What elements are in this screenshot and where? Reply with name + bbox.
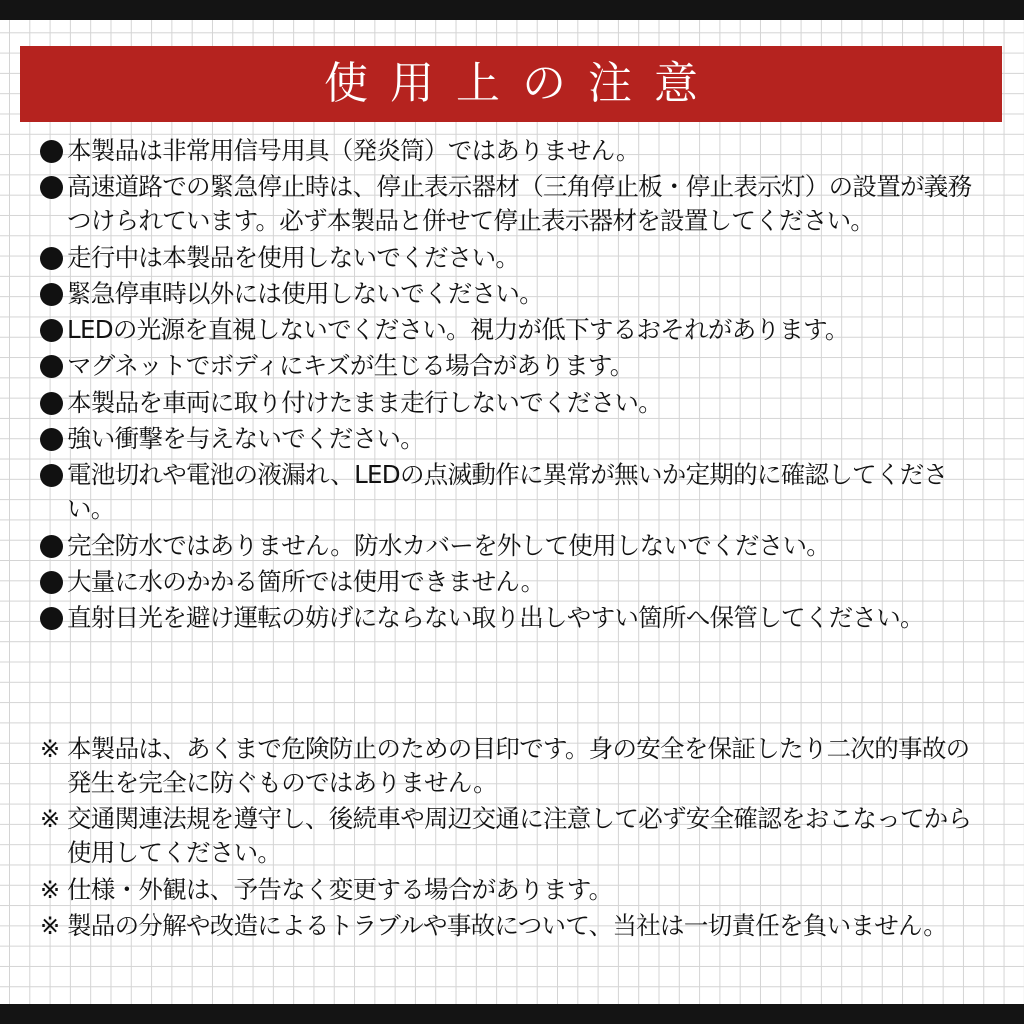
reference-mark-icon: ※ [40,911,60,940]
bullet-icon [40,428,63,451]
remark-item [40,732,990,800]
remark-text: 本製品は、あくまで危険防止のための目印です。身の安全を保証したり二次的事故の発生を完全に防ぐものではありません。 [67,734,970,797]
caution-text: 高速道路での緊急停止時は、停止表示器材（三角停止板・停止表示灯）の設置が義務つけられています。必ず本製品と併せて停止表示器材を設置してください。 [67,172,972,236]
remark-text: 仕様・外観は、予告なく変更する場合があります。 [67,874,613,904]
bottom-frame-bar [0,1004,1024,1024]
caution-list [40,134,990,638]
caution-item [40,349,990,383]
title-banner [20,46,1002,122]
caution-item [40,422,990,456]
caution-item [40,277,990,311]
caution-text: マグネットでボディにキズが生じる場合があります。 [67,351,634,381]
caution-item [40,458,990,526]
caution-text: 走行中は本製品を使用しないでください。 [67,242,520,272]
remark-item [40,802,990,870]
top-frame-bar [0,0,1024,20]
bullet-icon [40,319,63,342]
caution-item [40,241,990,275]
reference-mark-icon: ※ [40,875,60,904]
remark-text: 交通関連法規を遵守し、後続車や周辺交通に注意して必ず安全確認をおこなってから使用してください。 [67,804,972,868]
caution-text: LEDの光源を直視しないでください。視力が低下するおそれがあります。 [67,315,849,345]
bullet-icon [40,607,63,630]
remarks-list [40,732,990,945]
bullet-icon [40,392,63,415]
caution-item [40,313,990,347]
caution-item [40,134,990,168]
caution-item [40,565,990,599]
caution-text: 直射日光を避け運転の妨げにならない取り出しやすい箇所へ保管してください。 [67,603,924,633]
remark-item [40,873,990,907]
bullet-icon [40,176,63,199]
caution-text: 本製品を車両に取り付けたまま走行しないでください。 [67,387,662,417]
bullet-icon [40,355,63,378]
remark-item [40,909,990,943]
reference-mark-icon: ※ [40,805,60,834]
bullet-icon [40,464,63,487]
bullet-icon [40,535,63,558]
caution-text: 完全防水ではありません。防水カバーを外して使用しないでください。 [67,530,831,560]
bullet-icon [40,571,63,594]
caution-item [40,386,990,420]
bullet-icon [40,283,63,306]
bullet-icon [40,140,63,163]
bullet-icon [40,247,63,270]
caution-text: 緊急停車時以外には使用しないでください。 [67,278,543,308]
caution-item [40,170,990,238]
caution-item [40,529,990,563]
caution-text: 本製品は非常用信号用具（発炎筒）ではありません。 [67,136,640,165]
remark-text: 製品の分解や改造によるトラブルや事故について、当社は一切責任を負いません。 [67,910,948,940]
caution-text: 強い衝撃を与えないでください。 [67,424,424,454]
caution-item [40,601,990,635]
page-title: 使用上の注意 [324,58,720,109]
reference-mark-icon: ※ [40,735,60,763]
caution-text: 大量に水のかかる箇所では使用できません。 [67,566,545,596]
caution-text: 電池切れや電池の液漏れ、LEDの点滅動作に異常が無いか定期的に確認してください。 [67,460,948,524]
